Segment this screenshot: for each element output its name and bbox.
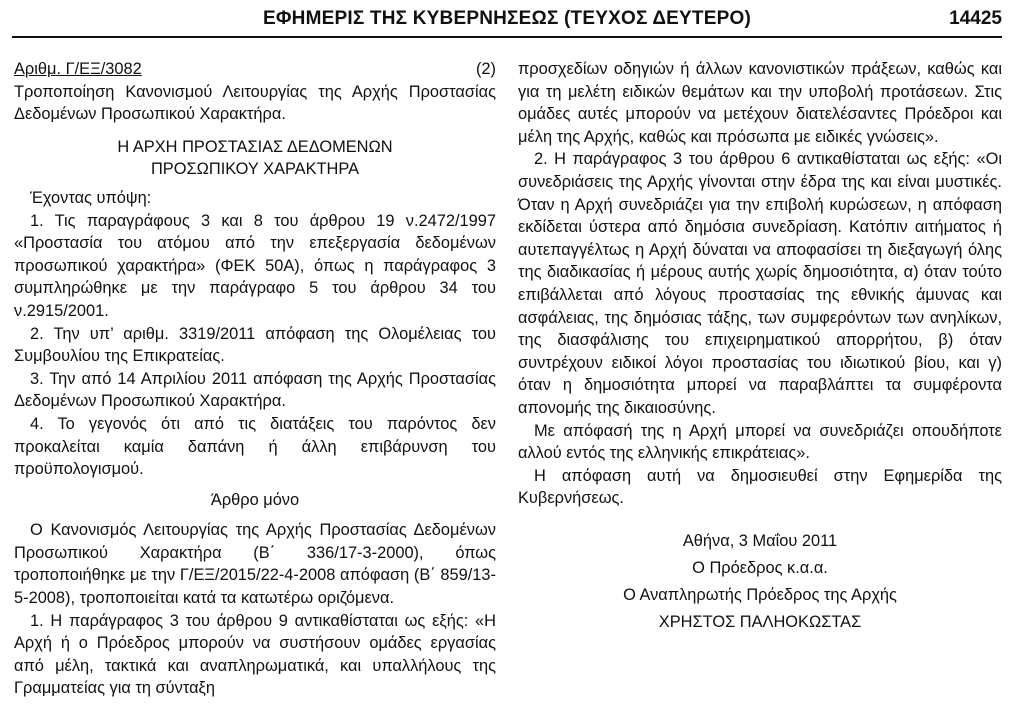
article-intro: Ο Κανονισμός Λειτουργίας της Αρχής Προστασίας Δεδομένων Προσωπικού Χαρακτήρα (Β΄ 336/17-3-2000), όπως τροποποιήθηκε με την Γ/ΕΞ/2015/22-4-2008 απόφαση (Β΄ 859/13-5-2008), τροποποιείται κατά τα κατωτέρω οριζόμενα. — [14, 521, 496, 608]
decision-index: (2) — [475, 60, 496, 78]
article-paragraph-1-cont: προσχεδίων οδηγιών ή άλλων κανονιστικών πράξεων, καθώς και για τη μελέτη ειδικών θεμάτων και την υποβολή προτάσεων. Στις ομάδες αυτές μπορούν να μετέχουν διατελέσαντες Πρόεδροι και μέλη της Αρχής, καθώς και πρόσωπα με ειδικές γνώσεις». — [518, 60, 1002, 146]
considering-item-2: 2. Την υπ’ αριθμ. 3319/2011 απόφαση της Ολομέλειας του Συμβουλίου της Επικρατείας. — [14, 324, 496, 366]
right-column — [518, 58, 1002, 636]
signatory-title-1: Ο Πρόεδρος κ.α.α. — [692, 558, 828, 577]
article-title: Άρθρο μόνο — [210, 490, 300, 509]
signature-block — [518, 528, 1002, 636]
article-paragraph-1: 1. Η παράγραφος 3 του άρθρου 9 αντικαθίσταται ως εξής: «Η Αρχή ή ο Πρόεδρος μπορούν να συστήσουν ομάδες εργασίας από μέλη, τακτικά και αναπληρωματικά, και υπαλλήλους της Γραμματείας για τη σύνταξη — [14, 611, 496, 698]
considering-item-1: 1. Τις παραγράφους 3 και 8 του άρθρου 19 ν.2472/1997 «Προστασία του ατόμου από την επεξεργασία δεδομένων προσωπικού χαρακτήρα» (ΦΕΚ 50Α), όπως η παράγραφος 3 συμπληρώθηκε με την παράγραφο 5 του άρθρου 34 του ν.2915/2001. — [14, 211, 496, 320]
decision-subject: Τροποποίηση Κανονισμού Λειτουργίας της Αρχής Προστασίας Δεδομένων Προσωπικού Χαρακτήρα. — [14, 82, 496, 124]
considering-label: Έχοντας υπόψη: — [30, 188, 152, 207]
page-header — [12, 6, 1002, 38]
decision-line — [14, 58, 496, 81]
signatory-name: ΧΡΗΣΤΟΣ ΠΑΛΗΟΚΩΣΤΑΣ — [658, 612, 862, 631]
article-paragraph-3: Με απόφασή της η Αρχή μπορεί να συνεδριάζει οπουδήποτε αλλού εντός της ελληνικής επικράτειας». — [518, 421, 1002, 463]
considering-item-4: 4. Το γεγονός ότι από τις διατάξεις του παρόντος δεν προκαλείται καμία δαπάνη ή άλλη επιβάρυνση του προϋπολογισμού. — [14, 414, 496, 479]
authority-line-2: ΠΡΟΣΩΠΙΚΟΥ ΧΑΡΑΚΤΗΡΑ — [150, 160, 360, 179]
authority-line-1: Η ΑΡΧΗ ΠΡΟΣΤΑΣΙΑΣ ΔΕΔΟΜΕΝΩΝ — [117, 137, 393, 156]
decision-number: Αριθμ. Γ/ΕΞ/3082 — [14, 60, 142, 78]
page-number: 14425 — [949, 8, 1002, 29]
place-date: Αθήνα, 3 Μαΐου 2011 — [682, 531, 838, 550]
signatory-title-2: Ο Αναπληρωτής Πρόεδρος της Αρχής — [623, 585, 897, 604]
publication-order: Η απόφαση αυτή να δημοσιευθεί στην Εφημερίδα της Κυβερνήσεως. — [518, 466, 1002, 508]
authority-heading — [14, 136, 496, 181]
gazette-title: ΕΦΗΜΕΡΙΣ ΤΗΣ ΚΥΒΕΡΝΗΣΕΩΣ (ΤΕΥΧΟΣ ΔΕΥΤΕΡΟ) — [263, 8, 751, 29]
considering-item-3: 3. Την από 14 Απριλίου 2011 απόφαση της Αρχής Προστασίας Δεδομένων Προσωπικού Χαρακτήρα. — [14, 369, 496, 411]
left-column — [14, 58, 496, 700]
article-paragraph-2: 2. Η παράγραφος 3 του άρθρου 6 αντικαθίσταται ως εξής: «Οι συνεδριάσεις της Αρχής γίνονται στην έδρα της και είναι μυστικές. Όταν η Αρχή συνεδριάζει για την επιβολή κυρώσεων, η απόφαση εκδίδεται ύστερα από δημόσια συνεδρίαση. Κατόπιν αιτήματος ή αυτεπαγγέλτως η Αρχή δύναται να αποφασίσει τη διεξαγωγή όλης της διαδικασίας ή μέρους αυτής χωρίς δημοσιότητα, α) όταν τούτο επιβάλλεται από λόγους προστασίας της εθνικής άμυνας και ασφάλειας, της δημόσιας τάξης, των συμφερόντων των ανηλίκων, της διασφάλισης του επιχειρηματικού απορρήτου, β) όταν συντρέχουν ειδικοί λόγοι προστασίας του ιδιωτικού βίου, και γ) όταν η δημοσιότητα μπορεί να παραβλάπτει τα συμφέροντα απονομής της δικαιοσύνης. — [518, 150, 1002, 417]
